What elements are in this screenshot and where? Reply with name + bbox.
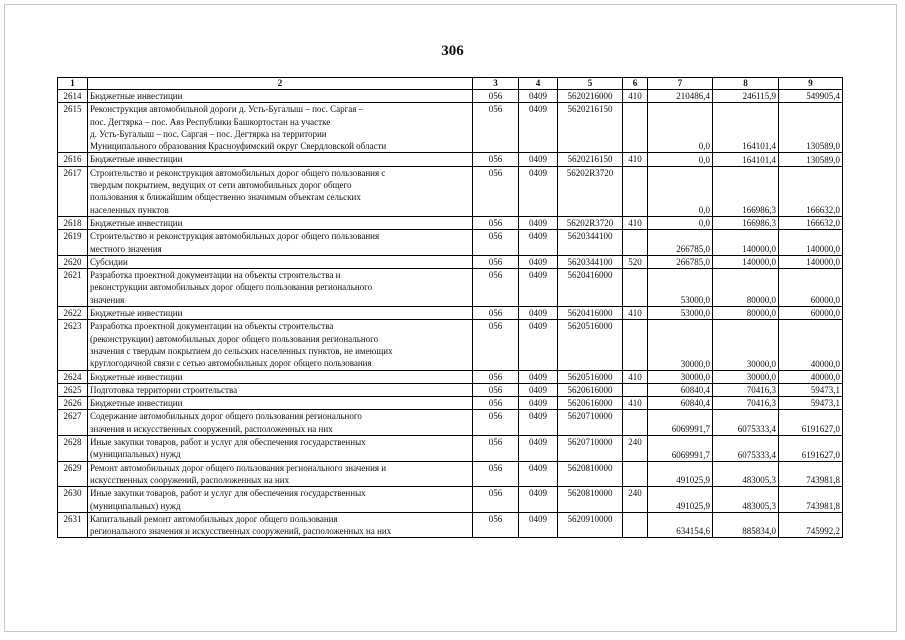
column-header: 3	[473, 78, 519, 90]
table-row	[58, 90, 843, 103]
expense-type-cell	[623, 320, 648, 370]
amount-col7-cell: 0,0	[648, 216, 713, 229]
target-article-cell: 5620216150	[558, 103, 623, 153]
amount-col9-cell: 60000,0	[779, 307, 843, 320]
table-row	[58, 487, 843, 513]
item-name-cell: Бюджетные инвестиции	[88, 397, 473, 410]
code-cell: 056	[473, 320, 519, 370]
amount-col8-cell: 483005,3	[713, 461, 779, 487]
amount-col7-cell: 6069991,7	[648, 436, 713, 462]
amount-col8-cell: 166986,3	[713, 216, 779, 229]
amount-col7-cell: 0,0	[648, 103, 713, 153]
column-header: 6	[623, 78, 648, 90]
table-row	[58, 230, 843, 256]
table-row	[58, 397, 843, 410]
target-article-cell: 5620710000	[558, 436, 623, 462]
amount-col7-cell: 30000,0	[648, 370, 713, 383]
amount-col8-cell: 30000,0	[713, 320, 779, 370]
amount-col7-cell: 53000,0	[648, 269, 713, 307]
row-number-cell: 2625	[58, 383, 88, 396]
item-name-cell: Подготовка территории строительства	[88, 383, 473, 396]
row-number-cell: 2617	[58, 166, 88, 216]
section-cell: 0409	[519, 103, 558, 153]
expense-type-cell: 410	[623, 90, 648, 103]
item-name-cell: Бюджетные инвестиции	[88, 90, 473, 103]
amount-col8-cell: 246115,9	[713, 90, 779, 103]
item-name-cell: Содержание автомобильных дорог общего пользования регионального значения и искусственных сооружений, расположенных на них	[88, 410, 473, 436]
amount-col8-cell: 30000,0	[713, 370, 779, 383]
amount-col7-cell: 30000,0	[648, 320, 713, 370]
amount-col8-cell: 164101,4	[713, 103, 779, 153]
table-row	[58, 512, 843, 538]
row-number-cell: 2618	[58, 216, 88, 229]
target-article-cell: 5620616000	[558, 383, 623, 396]
target-article-cell: 5620516000	[558, 320, 623, 370]
section-cell: 0409	[519, 397, 558, 410]
item-name-cell: Бюджетные инвестиции	[88, 307, 473, 320]
table-row	[58, 153, 843, 166]
amount-col7-cell: 634154,6	[648, 512, 713, 538]
section-cell: 0409	[519, 320, 558, 370]
section-cell: 0409	[519, 307, 558, 320]
item-name-cell: Капитальный ремонт автомобильных дорог общего пользования регионального значения и искусственных сооружений, расположенных на них	[88, 512, 473, 538]
expense-type-cell: 410	[623, 397, 648, 410]
item-name-cell: Ремонт автомобильных дорог общего пользования регионального значения и искусственных сооружений, расположенных на них	[88, 461, 473, 487]
amount-col8-cell: 70416,3	[713, 383, 779, 396]
table-row	[58, 255, 843, 268]
amount-col8-cell: 80000,0	[713, 269, 779, 307]
table-row	[58, 370, 843, 383]
table-row	[58, 436, 843, 462]
expense-type-cell	[623, 166, 648, 216]
code-cell: 056	[473, 383, 519, 396]
table-body	[58, 90, 843, 538]
code-cell: 056	[473, 410, 519, 436]
section-cell: 0409	[519, 436, 558, 462]
item-name-cell: Разработка проектной документации на объекты строительства и реконструкции автомобильных дорог общего пользования регионального значения	[88, 269, 473, 307]
row-number-cell: 2615	[58, 103, 88, 153]
amount-col7-cell: 491025,9	[648, 461, 713, 487]
expense-type-cell	[623, 512, 648, 538]
row-number-cell: 2627	[58, 410, 88, 436]
section-cell: 0409	[519, 230, 558, 256]
expense-type-cell	[623, 461, 648, 487]
amount-col7-cell: 0,0	[648, 153, 713, 166]
row-number-cell: 2629	[58, 461, 88, 487]
column-header: 7	[648, 78, 713, 90]
expense-type-cell: 410	[623, 216, 648, 229]
expense-type-cell	[623, 383, 648, 396]
target-article-cell: 5620216000	[558, 90, 623, 103]
target-article-cell: 5620810000	[558, 461, 623, 487]
section-cell: 0409	[519, 383, 558, 396]
section-cell: 0409	[519, 216, 558, 229]
target-article-cell: 5620616000	[558, 397, 623, 410]
section-cell: 0409	[519, 410, 558, 436]
item-name-cell: Бюджетные инвестиции	[88, 370, 473, 383]
amount-col7-cell: 210486,4	[648, 90, 713, 103]
amount-col9-cell: 166632,0	[779, 216, 843, 229]
amount-col9-cell: 743981,8	[779, 487, 843, 513]
table-row	[58, 269, 843, 307]
amount-col8-cell: 164101,4	[713, 153, 779, 166]
row-number-cell: 2626	[58, 397, 88, 410]
expense-type-cell	[623, 230, 648, 256]
target-article-cell: 5620910000	[558, 512, 623, 538]
table-row	[58, 410, 843, 436]
amount-col8-cell: 166986,3	[713, 166, 779, 216]
amount-col9-cell: 745992,2	[779, 512, 843, 538]
item-name-cell: Иные закупки товаров, работ и услуг для обеспечения государственных (муниципальных) нужд	[88, 487, 473, 513]
expense-type-cell: 240	[623, 436, 648, 462]
expense-type-cell: 520	[623, 255, 648, 268]
amount-col9-cell: 40000,0	[779, 320, 843, 370]
code-cell: 056	[473, 397, 519, 410]
header-row	[58, 78, 843, 90]
row-number-cell: 2624	[58, 370, 88, 383]
row-number-cell: 2631	[58, 512, 88, 538]
column-header: 2	[88, 78, 473, 90]
target-article-cell: 5620710000	[558, 410, 623, 436]
column-header: 8	[713, 78, 779, 90]
item-name-cell: Строительство и реконструкция автомобильных дорог общего пользования с твердым покрытием, ведущих от сети автомобильных дорог общего пользования к ближайшим общественно значимым объектам сельских населенных пунктов	[88, 166, 473, 216]
code-cell: 056	[473, 166, 519, 216]
amount-col7-cell: 491025,9	[648, 487, 713, 513]
amount-col7-cell: 60840,4	[648, 383, 713, 396]
amount-col9-cell: 59473,1	[779, 383, 843, 396]
row-number-cell: 2614	[58, 90, 88, 103]
target-article-cell: 56202R3720	[558, 166, 623, 216]
expense-type-cell: 240	[623, 487, 648, 513]
code-cell: 056	[473, 230, 519, 256]
table-row	[58, 307, 843, 320]
row-number-cell: 2620	[58, 255, 88, 268]
code-cell: 056	[473, 487, 519, 513]
code-cell: 056	[473, 153, 519, 166]
code-cell: 056	[473, 216, 519, 229]
amount-col9-cell: 130589,0	[779, 103, 843, 153]
code-cell: 056	[473, 307, 519, 320]
section-cell: 0409	[519, 269, 558, 307]
amount-col8-cell: 6075333,4	[713, 436, 779, 462]
expense-type-cell: 410	[623, 370, 648, 383]
budget-table	[57, 77, 843, 538]
amount-col9-cell: 40000,0	[779, 370, 843, 383]
row-number-cell: 2619	[58, 230, 88, 256]
column-header: 9	[779, 78, 843, 90]
section-cell: 0409	[519, 370, 558, 383]
expense-type-cell: 410	[623, 153, 648, 166]
item-name-cell: Бюджетные инвестиции	[88, 216, 473, 229]
code-cell: 056	[473, 512, 519, 538]
amount-col9-cell: 166632,0	[779, 166, 843, 216]
section-cell: 0409	[519, 255, 558, 268]
column-header: 4	[519, 78, 558, 90]
table-row	[58, 103, 843, 153]
column-header: 5	[558, 78, 623, 90]
target-article-cell: 5620344100	[558, 255, 623, 268]
section-cell: 0409	[519, 166, 558, 216]
amount-col9-cell: 140000,0	[779, 230, 843, 256]
row-number-cell: 2630	[58, 487, 88, 513]
code-cell: 056	[473, 90, 519, 103]
item-name-cell: Реконструкция автомобильной дороги д. Усть-Бугалыш – пос. Саргая – пос. Дегтярка – пос. Аяз Республики Башкортостан на участке д. Усть-Бугалыш – пос. Саргая – пос. Дегтярка на территории Муниципального образования Красноуфимский округ Свердловской области	[88, 103, 473, 153]
item-name-cell: Разработка проектной документации на объекты строительства (реконструкции) автомобильных дорог общего пользования регионального значения с твердым покрытием до сельских населенных пунктов, не имеющих круглогодичной связи с сетью автомобильных дорог общего пользования	[88, 320, 473, 370]
item-name-cell: Строительство и реконструкция автомобильных дорог общего пользования местного значения	[88, 230, 473, 256]
expense-type-cell	[623, 410, 648, 436]
amount-col9-cell: 6191627,0	[779, 410, 843, 436]
row-number-cell: 2628	[58, 436, 88, 462]
item-name-cell: Бюджетные инвестиции	[88, 153, 473, 166]
code-cell: 056	[473, 436, 519, 462]
amount-col8-cell: 70416,3	[713, 397, 779, 410]
target-article-cell: 5620516000	[558, 370, 623, 383]
expense-type-cell: 410	[623, 307, 648, 320]
amount-col8-cell: 885834,0	[713, 512, 779, 538]
item-name-cell: Иные закупки товаров, работ и услуг для обеспечения государственных (муниципальных) нужд	[88, 436, 473, 462]
row-number-cell: 2621	[58, 269, 88, 307]
amount-col7-cell: 6069991,7	[648, 410, 713, 436]
amount-col7-cell: 0,0	[648, 166, 713, 216]
amount-col7-cell: 60840,4	[648, 397, 713, 410]
amount-col8-cell: 140000,0	[713, 255, 779, 268]
section-cell: 0409	[519, 153, 558, 166]
target-article-cell: 56202R3720	[558, 216, 623, 229]
amount-col9-cell: 59473,1	[779, 397, 843, 410]
target-article-cell: 5620416000	[558, 269, 623, 307]
amount-col7-cell: 53000,0	[648, 307, 713, 320]
amount-col9-cell: 60000,0	[779, 269, 843, 307]
row-number-cell: 2623	[58, 320, 88, 370]
target-article-cell: 5620216150	[558, 153, 623, 166]
section-cell: 0409	[519, 461, 558, 487]
amount-col9-cell: 140000,0	[779, 255, 843, 268]
section-cell: 0409	[519, 487, 558, 513]
amount-col8-cell: 80000,0	[713, 307, 779, 320]
amount-col7-cell: 266785,0	[648, 230, 713, 256]
expense-type-cell	[623, 269, 648, 307]
table-row	[58, 461, 843, 487]
code-cell: 056	[473, 103, 519, 153]
table-row	[58, 320, 843, 370]
target-article-cell: 5620416000	[558, 307, 623, 320]
amount-col8-cell: 6075333,4	[713, 410, 779, 436]
table-row	[58, 216, 843, 229]
expense-type-cell	[623, 103, 648, 153]
code-cell: 056	[473, 269, 519, 307]
section-cell: 0409	[519, 512, 558, 538]
code-cell: 056	[473, 370, 519, 383]
row-number-cell: 2622	[58, 307, 88, 320]
table-row	[58, 166, 843, 216]
target-article-cell: 5620344100	[558, 230, 623, 256]
code-cell: 056	[473, 461, 519, 487]
page-number: 306	[441, 43, 464, 59]
item-name-cell: Субсидии	[88, 255, 473, 268]
section-cell: 0409	[519, 90, 558, 103]
target-article-cell: 5620810000	[558, 487, 623, 513]
amount-col7-cell: 266785,0	[648, 255, 713, 268]
amount-col9-cell: 743981,8	[779, 461, 843, 487]
column-header: 1	[58, 78, 88, 90]
amount-col9-cell: 6191627,0	[779, 436, 843, 462]
table-row	[58, 383, 843, 396]
amount-col9-cell: 549905,4	[779, 90, 843, 103]
amount-col8-cell: 483005,3	[713, 487, 779, 513]
row-number-cell: 2616	[58, 153, 88, 166]
amount-col9-cell: 130589,0	[779, 153, 843, 166]
code-cell: 056	[473, 255, 519, 268]
amount-col8-cell: 140000,0	[713, 230, 779, 256]
